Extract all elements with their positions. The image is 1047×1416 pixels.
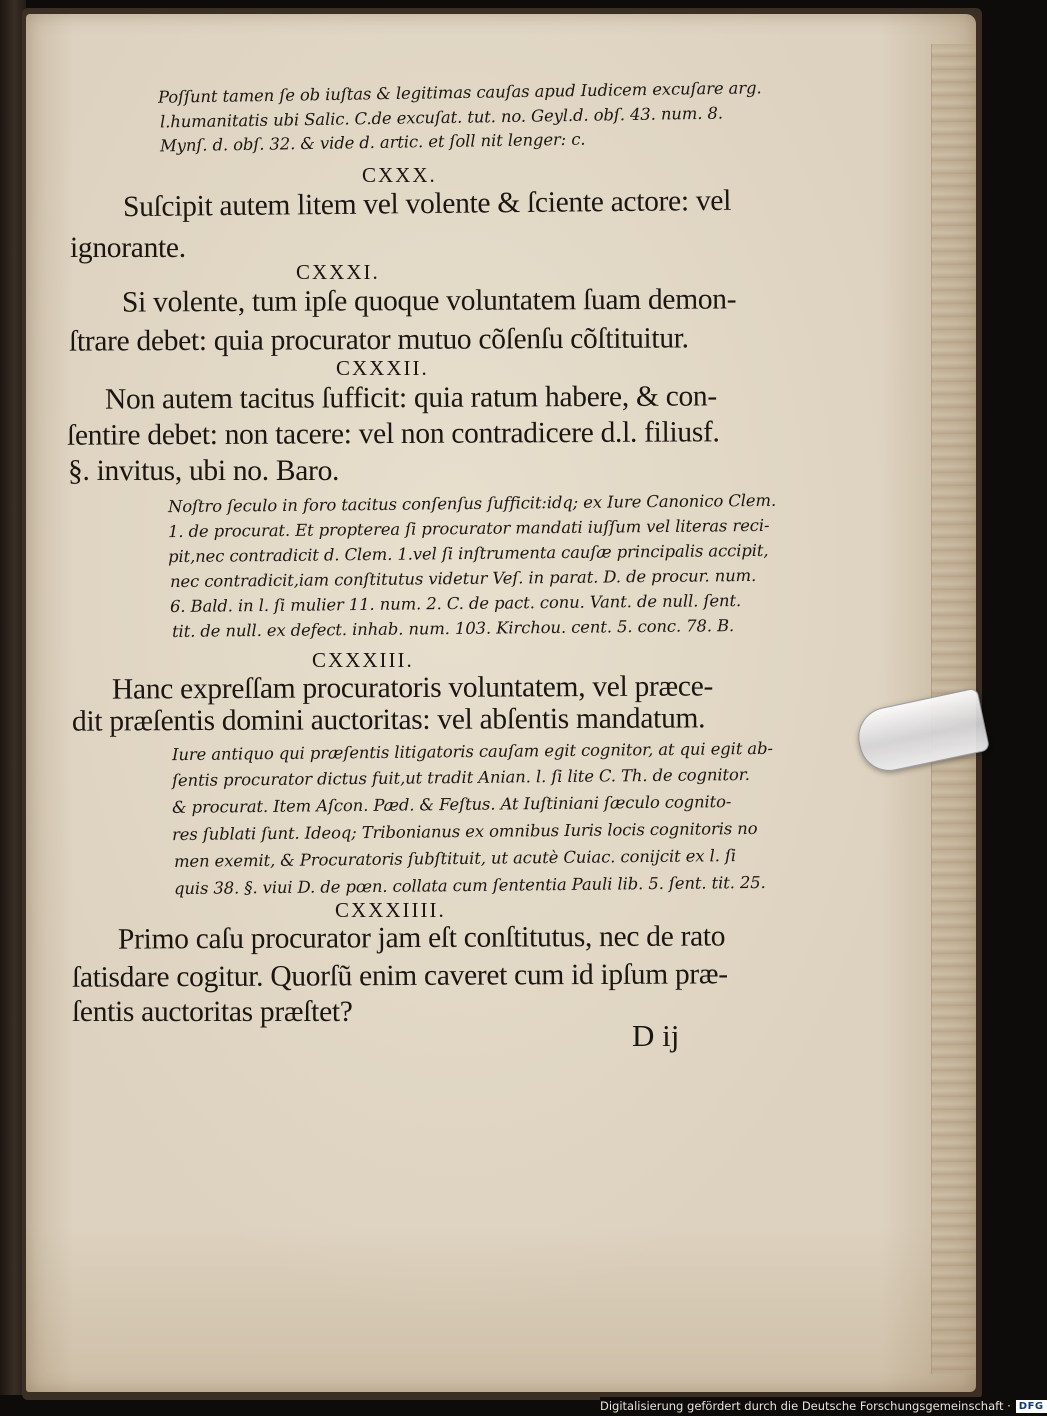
paragraph-line: Si volente, tum ipſe quoque voluntatem ſuam demon- (121, 283, 737, 319)
section-number: CXXXIIII. (335, 898, 446, 922)
section-number: CXXX. (362, 163, 437, 187)
paragraph-line: Primo caſu procurator jam eſt conſtitutus, nec de rato (117, 920, 726, 956)
footnote-line: Noſtro ſeculo in foro tacitus conſenſus ſufficit:idq; ex Iure Canonico Clem. (167, 490, 777, 517)
footnote-line: 1. de procurat. Et propterea ſi procurator mandati iuſſum vel literas reci- (167, 515, 770, 542)
paragraph-line: ſtrare debet: quia procurator mutuo cõſenſu cõſtituitur. (68, 322, 689, 358)
paragraph-line: ignorante. (70, 232, 186, 264)
paragraph-line: Hanc expreſſam procuratoris voluntatem, vel præce- (111, 670, 714, 706)
footnote-line: nec contradicit,iam conſtitutus videtur Veſ. in parat. D. de procur. num. (169, 565, 757, 592)
footnote-line: pit,nec contradicit d. Clem. 1.vel ſi inſtrumenta cauſæ principalis accipit, (167, 540, 769, 567)
footnote-line: 6. Bald. in l. ſi mulier 11. num. 2. C. de pact. conu. Vant. de null. ſent. (169, 591, 742, 616)
footnote-line: quis 38. §. viui D. de pœn. collata cum ſententia Pauli lib. 5. ſent. tit. 25. (173, 872, 766, 899)
paragraph-line: ſentire debet: non tacere: vel non contradicere d.l. filiusf. (66, 416, 720, 452)
paragraph-line: ſentis auctoritas præſtet? (72, 996, 353, 1028)
paragraph-line: Suſcipit autem litem vel volente & ſciente actore: vel (122, 184, 732, 224)
footnote-line: Poſſunt tamen ſe ob iuſtas & legitimas cauſas apud Iudicem excuſare arg. (157, 78, 762, 107)
signature-mark: D ij (632, 1018, 680, 1053)
footnote-line: ſentis procurator dictus fuit,ut tradit Anian. l. ſi lite C. Th. de cognitor. (171, 764, 750, 791)
footer-text: Digitalisierung gefördert durch die Deutsche Forschungsgemeinschaft · (600, 1399, 1011, 1413)
footnote-line: res ſublati ſunt. Ideoq; Tribonianus ex omnibus Iuris locis cognitoris no (171, 818, 758, 845)
footnote-line: Iure antiquo qui præſentis litigatoris cauſam egit cognitor, at qui egit ab- (171, 738, 773, 765)
section-number: CXXXII. (336, 356, 429, 380)
footnote-line: Mynſ. d. obſ. 32. & vide d. artic. et ſoll nit lenger: c. (159, 129, 586, 156)
paragraph-line: §. invitus, ubi no. Baro. (68, 455, 340, 487)
footnote-line: & procurat. Item Aſcon. Pæd. & Feſtus. At Iuſtiniani ſæculo cognito- (171, 792, 732, 817)
footnote-line: men exemit, & Procuratoris ſubſtituit, ut acutè Cuiac. conijcit ex l. ſi (173, 846, 737, 871)
footnote-line: tit. de null. ex defect. inhab. num. 103. Kirchou. cent. 5. conc. 78. B. (171, 616, 735, 641)
footnote-line: l.humanitatis ubi Salic. C.de excuſat. tut. no. Geyl.d. obſ. 43. num. 8. (159, 103, 724, 132)
paragraph-line: ſatisdare cogitur. Quorſũ enim caveret cum id ipſum præ- (71, 958, 728, 994)
paragraph-line: Non autem tacitus ſufficit: quia ratum habere, & con- (104, 380, 717, 416)
section-number: CXXXI. (296, 260, 380, 284)
paragraph-line: dit præſentis domini auctoritas: vel abſentis mandatum. (71, 702, 706, 738)
dfg-logo: DFG (1016, 1400, 1047, 1413)
digitization-footer (600, 1397, 1044, 1416)
section-number: CXXXIII. (312, 648, 414, 672)
